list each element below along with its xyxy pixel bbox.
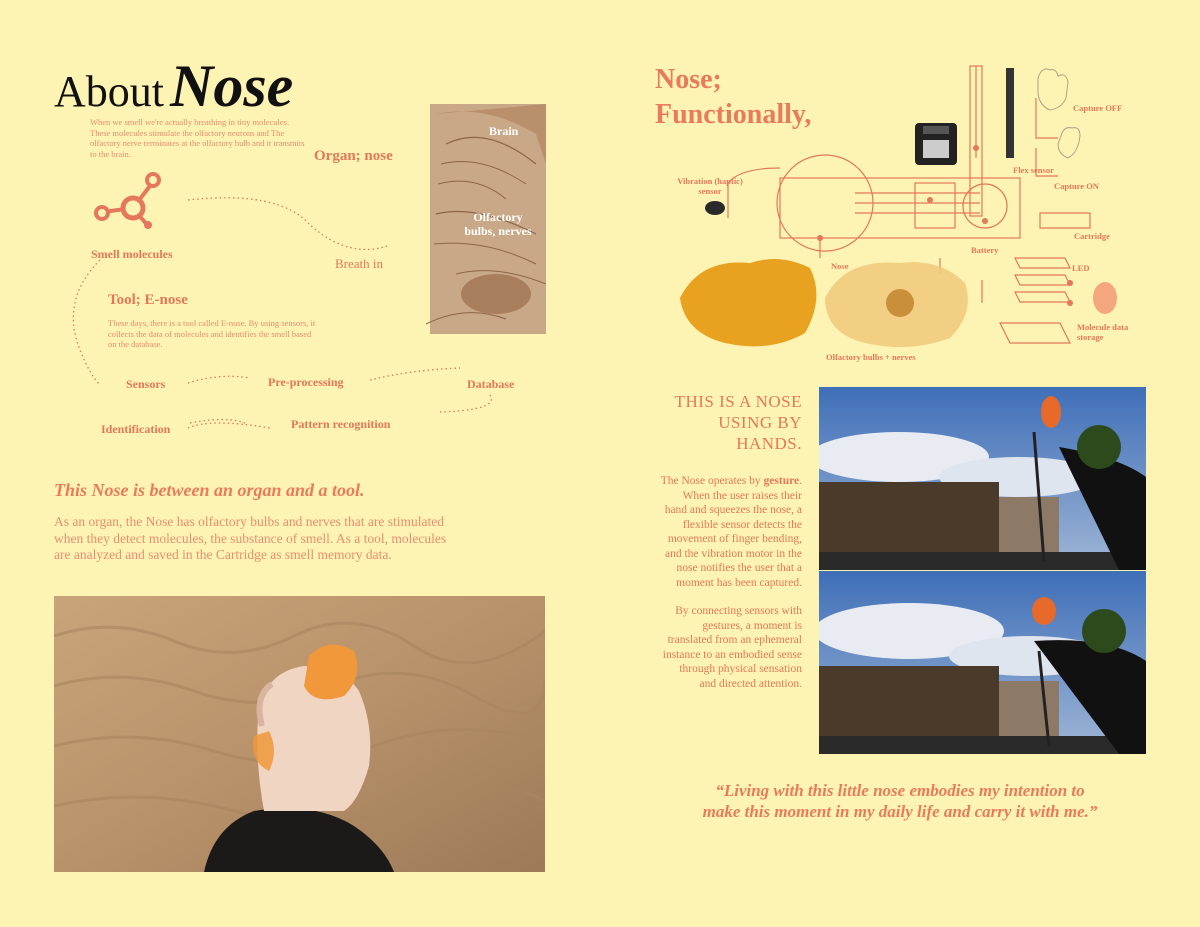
tool-title: Tool; E-nose [108, 292, 188, 308]
brain-label: Brain [489, 124, 519, 138]
vibration-label: Vibration (haptic) sensor [677, 176, 743, 196]
capture-on-label: Capture ON [1054, 181, 1099, 191]
between-body: As an organ, the Nose has olfactory bulbs and nerves that are stimulated when they detect molecules, the substance of smell. As a tool, molecules are analyzed and saved in the Cartridge as smell memory data. [54, 514, 447, 562]
breath-in-label: Breath in [335, 256, 384, 271]
flex-sensor-label: Flex sensor [1013, 165, 1054, 175]
smell-molecules-label: Smell molecules [91, 247, 173, 261]
process-database: Database [467, 377, 515, 391]
tool-body: These days, there is a tool called E-nose. By using sensors, it collects the data of molecules and identifies the smell based on the database. [108, 318, 316, 349]
intro-text: When we smell we're actually breathing in tiny molecules. These molecules stimulate the olfactory neurons and The olfactory nerve terminates at the olfactory bulb and it transmits to the brain. [90, 117, 305, 159]
title-emphasis: Nose [170, 53, 294, 119]
street-photo-bottom [819, 571, 1146, 754]
capture-off-label: Capture OFF [1073, 103, 1123, 113]
molecule-storage-label: Molecule data storage [1077, 322, 1129, 342]
functionally-title-line1: Nose; [655, 64, 722, 95]
olfactory-label: Olfactory bulbs, nerves [464, 210, 532, 238]
title-prefix: About [54, 67, 164, 116]
page-title [54, 52, 293, 121]
organ-label: Organ; nose [314, 148, 393, 164]
hands-body-p1-c: . When the user raises their hand and squeezes the nose, a flexible sensor detects the movement of finger bending, and the vibration motor in the nose notifies the user that a moment has been captured. [664, 475, 802, 589]
cartridge-label: Cartridge [1074, 231, 1110, 241]
closing-quote: “Living with this little nose embodies my intention to make this moment in my daily life and carry it with me.” [702, 781, 1098, 821]
hands-body-p2: By connecting sensors with gestures, a moment is translated from an ephemeral instance to an embodied sense through physical sensation and directed attention. [662, 605, 802, 690]
battery-label: Battery [971, 245, 999, 255]
hand-on-sand-photo [54, 596, 545, 872]
olfactory-nerves-label: Olfactory bulbs + nerves [826, 352, 916, 362]
hands-body-p1-a: The Nose operates by [660, 475, 764, 487]
street-photo-top [819, 387, 1146, 570]
functionally-title-line2: Functionally, [655, 99, 812, 130]
hands-body-gesture: gesture [763, 475, 800, 487]
between-title: This Nose is between an organ and a tool. [54, 480, 365, 500]
led-label: LED [1072, 263, 1090, 273]
process-pattern: Pattern recognition [291, 417, 391, 431]
hands-body [660, 474, 802, 691]
nose-diagram-label: Nose [831, 261, 849, 271]
process-sensors: Sensors [126, 377, 166, 391]
hands-title: THIS IS A NOSE USING BY HANDS. [674, 392, 802, 453]
process-preprocessing: Pre-processing [268, 375, 344, 389]
flow-dotted-lines [60, 190, 540, 440]
process-identification: Identification [101, 422, 171, 436]
